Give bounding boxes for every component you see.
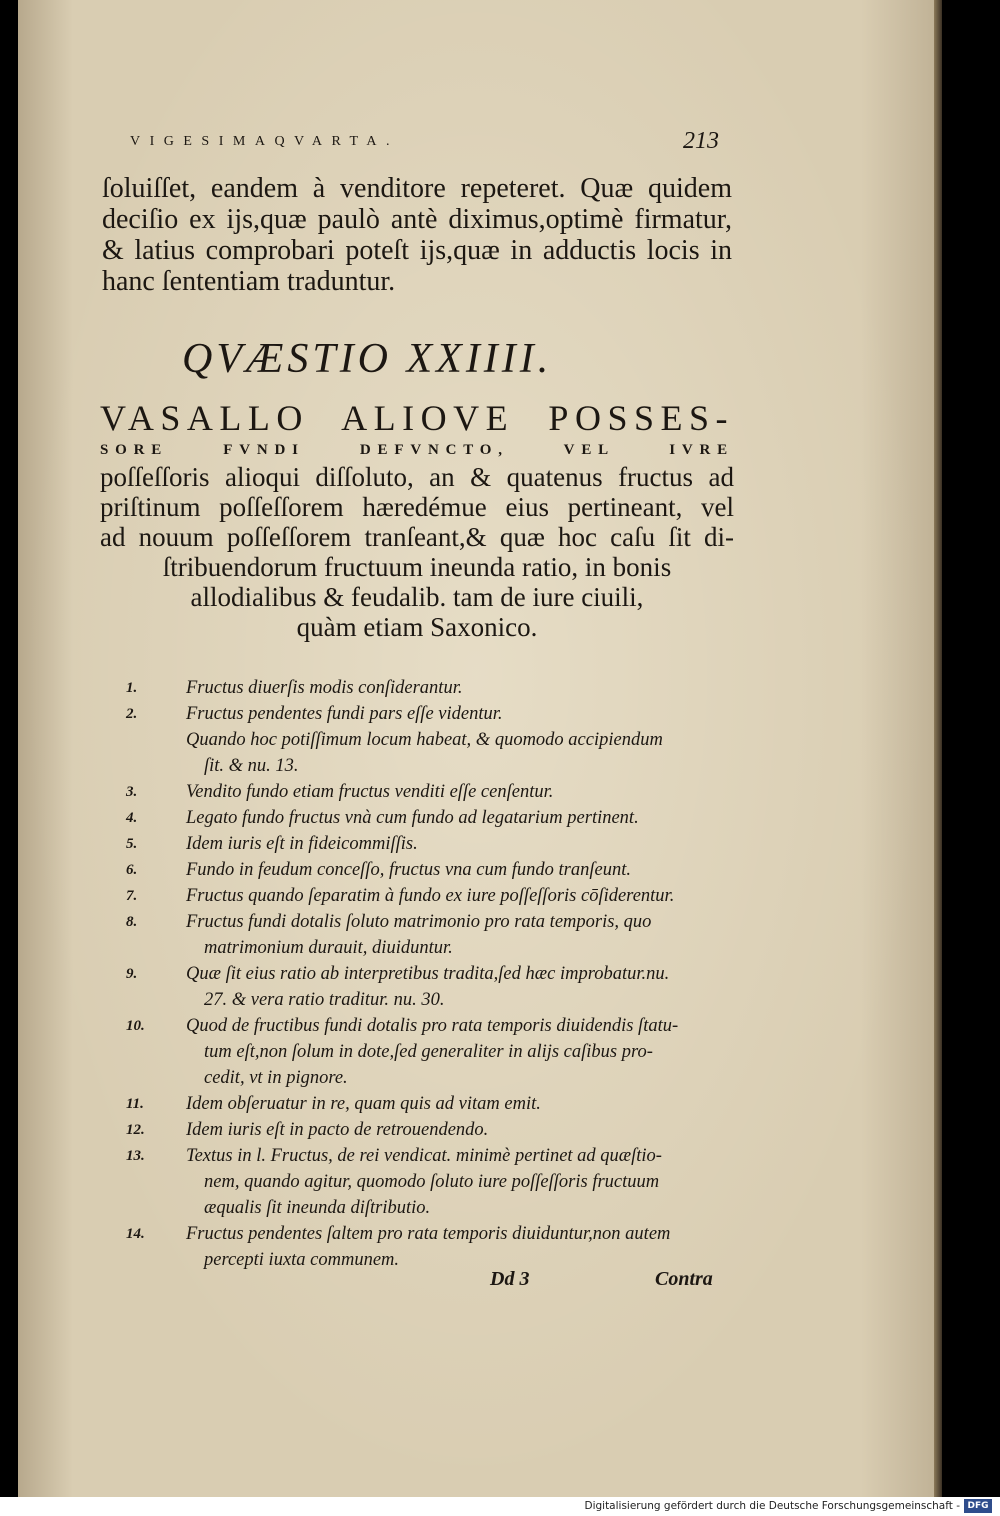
summary-entry xyxy=(126,1143,726,1221)
heading-line: ſtribuendorum fructuum ineunda ratio, in bonis xyxy=(162,552,672,582)
entry-number: 9. xyxy=(126,966,138,982)
entry-line: Quod de fructibus fundi dotalis pro rata temporis diuidendis ſtatu- xyxy=(186,1016,679,1036)
entry-line: nem, quando agitur, quomodo ſoluto iure poſſeſſoris fructuum xyxy=(204,1172,660,1192)
entry-number: 1. xyxy=(126,680,138,696)
entry-line: Fructus diuerſis modis conſiderantur. xyxy=(186,678,463,698)
entry-line: Legato fundo fructus vnà cum fundo ad legatarium pertinent. xyxy=(186,808,639,828)
entry-number: 5. xyxy=(126,836,138,852)
entry-number: 13. xyxy=(126,1148,145,1164)
dfg-logo: DFG xyxy=(964,1499,992,1513)
entry-line: Idem iuris eſt in pacto de retrouendendo. xyxy=(186,1120,489,1140)
summary-entry xyxy=(126,675,726,701)
entry-number: 6. xyxy=(126,862,138,878)
entry-line: Fructus pendentes ſaltem pro rata temporis diuiduntur,non autem xyxy=(186,1224,671,1244)
entry-number: 10. xyxy=(126,1018,145,1034)
entry-line: Idem iuris eſt in fideicommiſſis. xyxy=(186,834,418,854)
summary-entry xyxy=(126,883,726,909)
entry-line: tum eſt,non ſolum in dote,ſed generaliter in alijs caſibus pro- xyxy=(204,1042,653,1062)
catchword: Contra xyxy=(655,1268,713,1290)
entry-line: Fructus fundi dotalis ſoluto matrimonio pro rata temporis, quo xyxy=(186,912,652,932)
heading-caps-line: VASALLO ALIOVE POSSES- xyxy=(100,398,734,438)
signature-mark: Dd 3 xyxy=(490,1268,530,1290)
body-text xyxy=(102,173,732,297)
entry-number: 4. xyxy=(126,810,138,826)
summary-entry xyxy=(126,1091,726,1117)
summary-entry xyxy=(126,1221,726,1273)
heading-line: priſtinum poſſeſſorem hæredémue eius pertineant, vel xyxy=(100,492,734,522)
summary-entry xyxy=(126,805,726,831)
summary-entry xyxy=(126,779,726,805)
summary-entry xyxy=(126,1013,726,1091)
entry-line: Fundo in feudum conceſſo, fructus vna cum fundo tranſeunt. xyxy=(186,860,631,880)
summary-entry xyxy=(126,857,726,883)
entry-line: Vendito fundo etiam fructus venditi eſſe cenſentur. xyxy=(186,782,554,802)
heading-line: quàm etiam Saxonico. xyxy=(296,612,538,642)
entry-line: æqualis ſit ineunda diſtributio. xyxy=(204,1198,431,1218)
entry-line: Textus in l. Fructus, de rei vendicat. minimè pertinet ad quæſtio- xyxy=(186,1146,662,1166)
entry-line: matrimonium durauit, diuiduntur. xyxy=(204,938,453,958)
question-title: QVÆSTIO XXIIII. xyxy=(182,336,553,382)
body-line: deciſio ex ijs,quæ paulò antè diximus,optimè firmatur, xyxy=(102,204,732,235)
entry-line: ſit. & nu. 13. xyxy=(204,756,299,776)
page-edge xyxy=(934,0,942,1497)
summary-entry xyxy=(126,1117,726,1143)
heading-line: ad nouum poſſeſſorem tranſeant,& quæ hoc caſu ſit di- xyxy=(100,522,734,552)
entry-line: Quæ ſit eius ratio ab interpretibus tradita,ſed hæc improbatur.nu. xyxy=(186,964,670,984)
entry-number: 14. xyxy=(126,1226,145,1242)
entry-line: cedit, vt in pignore. xyxy=(204,1068,348,1088)
entry-line: Fructus pendentes fundi pars eſſe videntur. xyxy=(186,704,503,724)
heading-line: allodialibus & feudalib. tam de iure ciuili, xyxy=(190,582,644,612)
entry-number: 8. xyxy=(126,914,138,930)
running-head: VIGESIMAQVARTA. xyxy=(130,134,400,149)
question-heading xyxy=(100,398,734,642)
summary-list xyxy=(126,675,726,1273)
entry-number: 7. xyxy=(126,888,138,904)
entry-number: 12. xyxy=(126,1122,145,1138)
entry-number: 11. xyxy=(126,1096,144,1112)
footer-credit: Digitalisierung gefördert durch die Deutsche Forschungsgemeinschaft - xyxy=(584,1500,960,1512)
entry-number: 3. xyxy=(126,784,138,800)
summary-entry xyxy=(126,701,726,779)
heading-line: poſſeſſoris alioqui diſſoluto, an & quatenus fructus ad xyxy=(100,462,734,492)
entry-line: 27. & vera ratio traditur. nu. 30. xyxy=(204,990,445,1010)
entry-line: Quando hoc potiſſimum locum habeat, & quomodo accipiendum xyxy=(186,730,663,750)
entry-number: 2. xyxy=(126,706,138,722)
page-number: 213 xyxy=(683,128,719,154)
summary-entry xyxy=(126,831,726,857)
entry-line: Fructus quando ſeparatim à fundo ex iure poſſeſſoris cōſiderentur. xyxy=(186,886,675,906)
body-line: hanc ſententiam traduntur. xyxy=(102,266,396,297)
summary-entry xyxy=(126,961,726,1013)
body-line: ſoluiſſet, eandem à venditore repeteret. Quæ quidem xyxy=(102,173,732,204)
entry-line: percepti iuxta communem. xyxy=(204,1250,400,1270)
summary-entry xyxy=(126,909,726,961)
heading-caps-line: SORE FVNDI DEFVNCTO, VEL IVRE xyxy=(100,442,734,458)
body-line: & latius comprobari poteſt ijs,quæ in adductis locis in xyxy=(102,235,732,266)
entry-line: Idem obſeruatur in re, quam quis ad vitam emit. xyxy=(186,1094,541,1114)
